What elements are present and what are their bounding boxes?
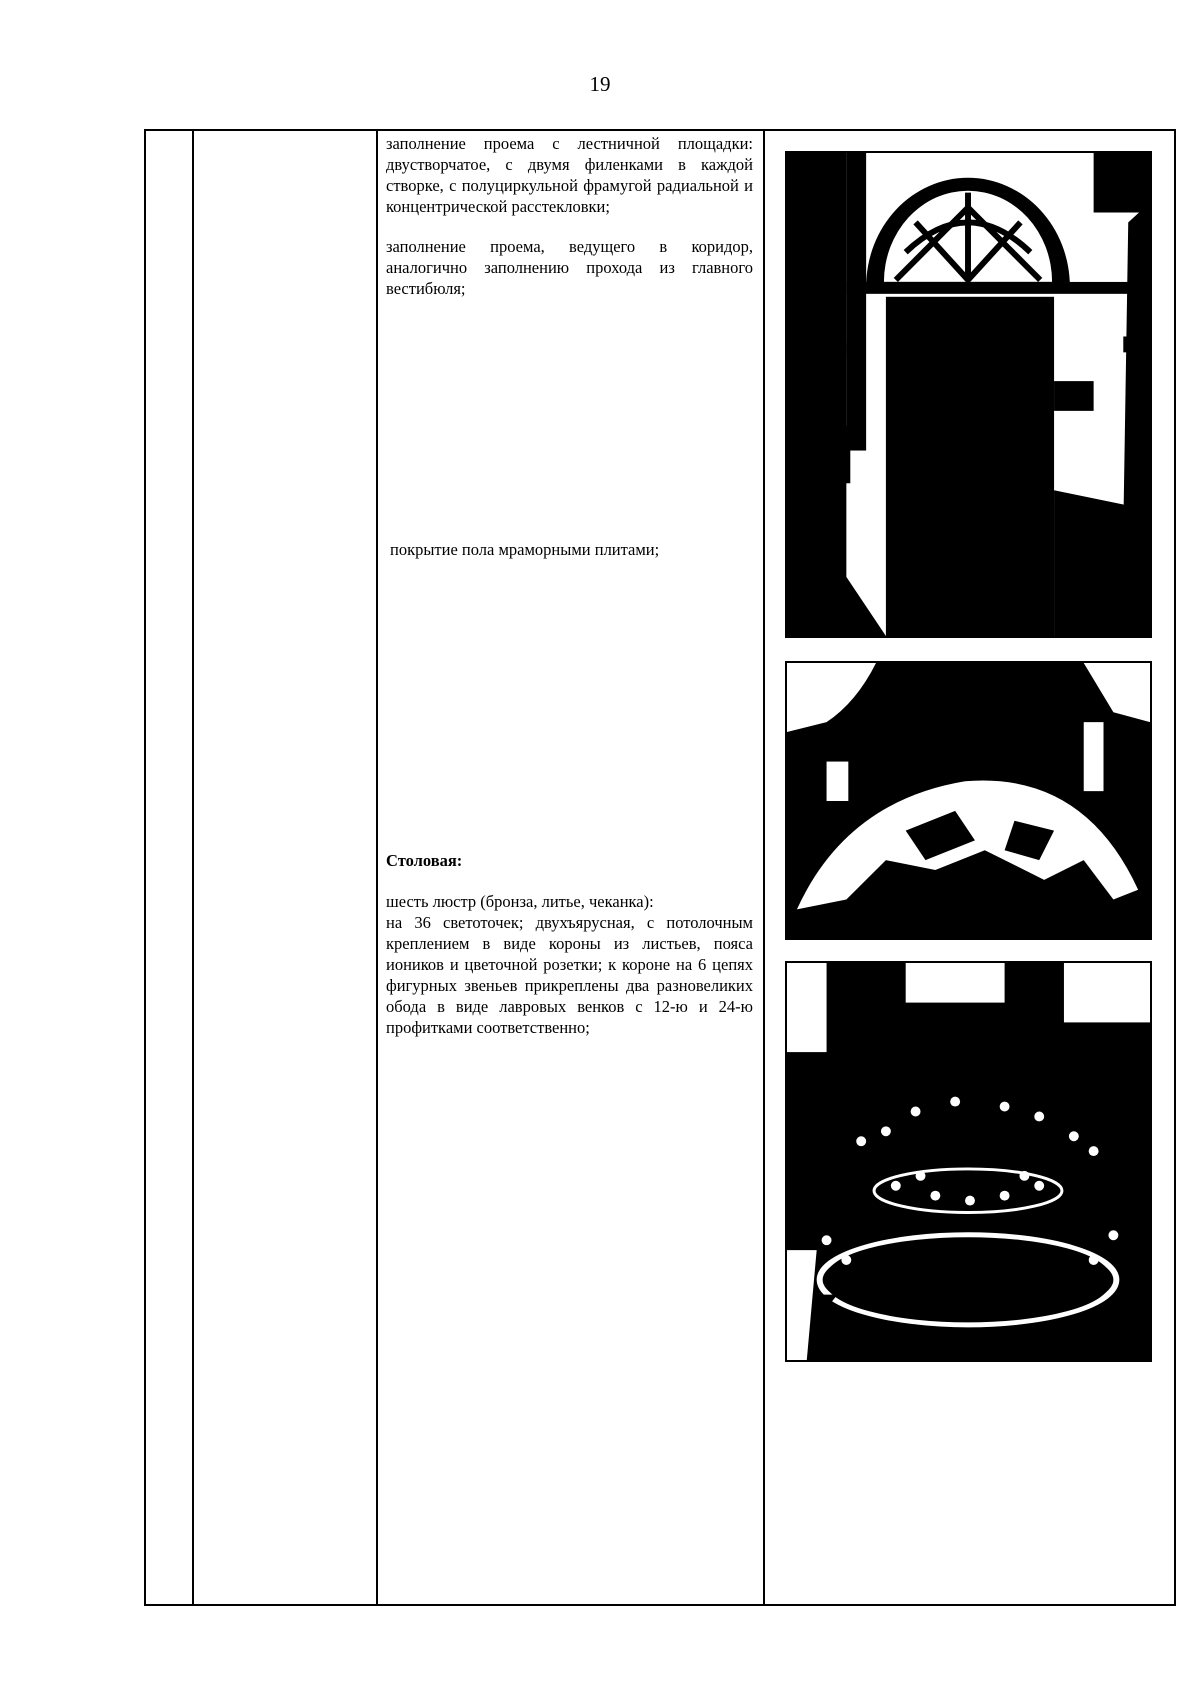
doorway-photo-graphic [787,153,1150,636]
photo-marble-floor [785,661,1152,940]
column-divider-3 [763,131,765,1604]
paragraph-chandeliers-intro: шесть люстр (бронза, литье, чеканка): [386,892,654,911]
chandelier-photo-graphic [787,963,1150,1360]
page-number: 19 [589,72,611,96]
photo-chandelier [785,961,1152,1362]
description-column [386,133,753,1038]
column-divider-1 [192,131,194,1604]
photo-doorway-fanlight [785,151,1152,638]
paragraph-chandeliers: на 36 светоточек; двухъярусная, с потолочным креплением в виде короны из листьев, пояса иоников и цветочной розетки; к короне на 6 цепях фигурных звеньев прикреплены два разновеликих обода в виде лавровых венков с 12-ю и 24-ю профитками соответственно; [386,913,753,1037]
section-heading-dining-room: Столовая: [386,851,463,870]
floor-photo-graphic [787,663,1150,938]
paragraph-floor: покрытие пола мраморными плитами; [390,540,660,559]
column-divider-2 [376,131,378,1604]
paragraph-doorway-landing: заполнение проема с лестничной площадки: двустворчатое, с двумя филенками в каждой створке, с полуциркульной фрамугой радиальной и концентрической расстекловки; [386,134,753,216]
paragraph-doorway-corridor: заполнение проема, ведущего в коридор, аналогично заполнению прохода из главного вестибюля; [386,237,753,298]
